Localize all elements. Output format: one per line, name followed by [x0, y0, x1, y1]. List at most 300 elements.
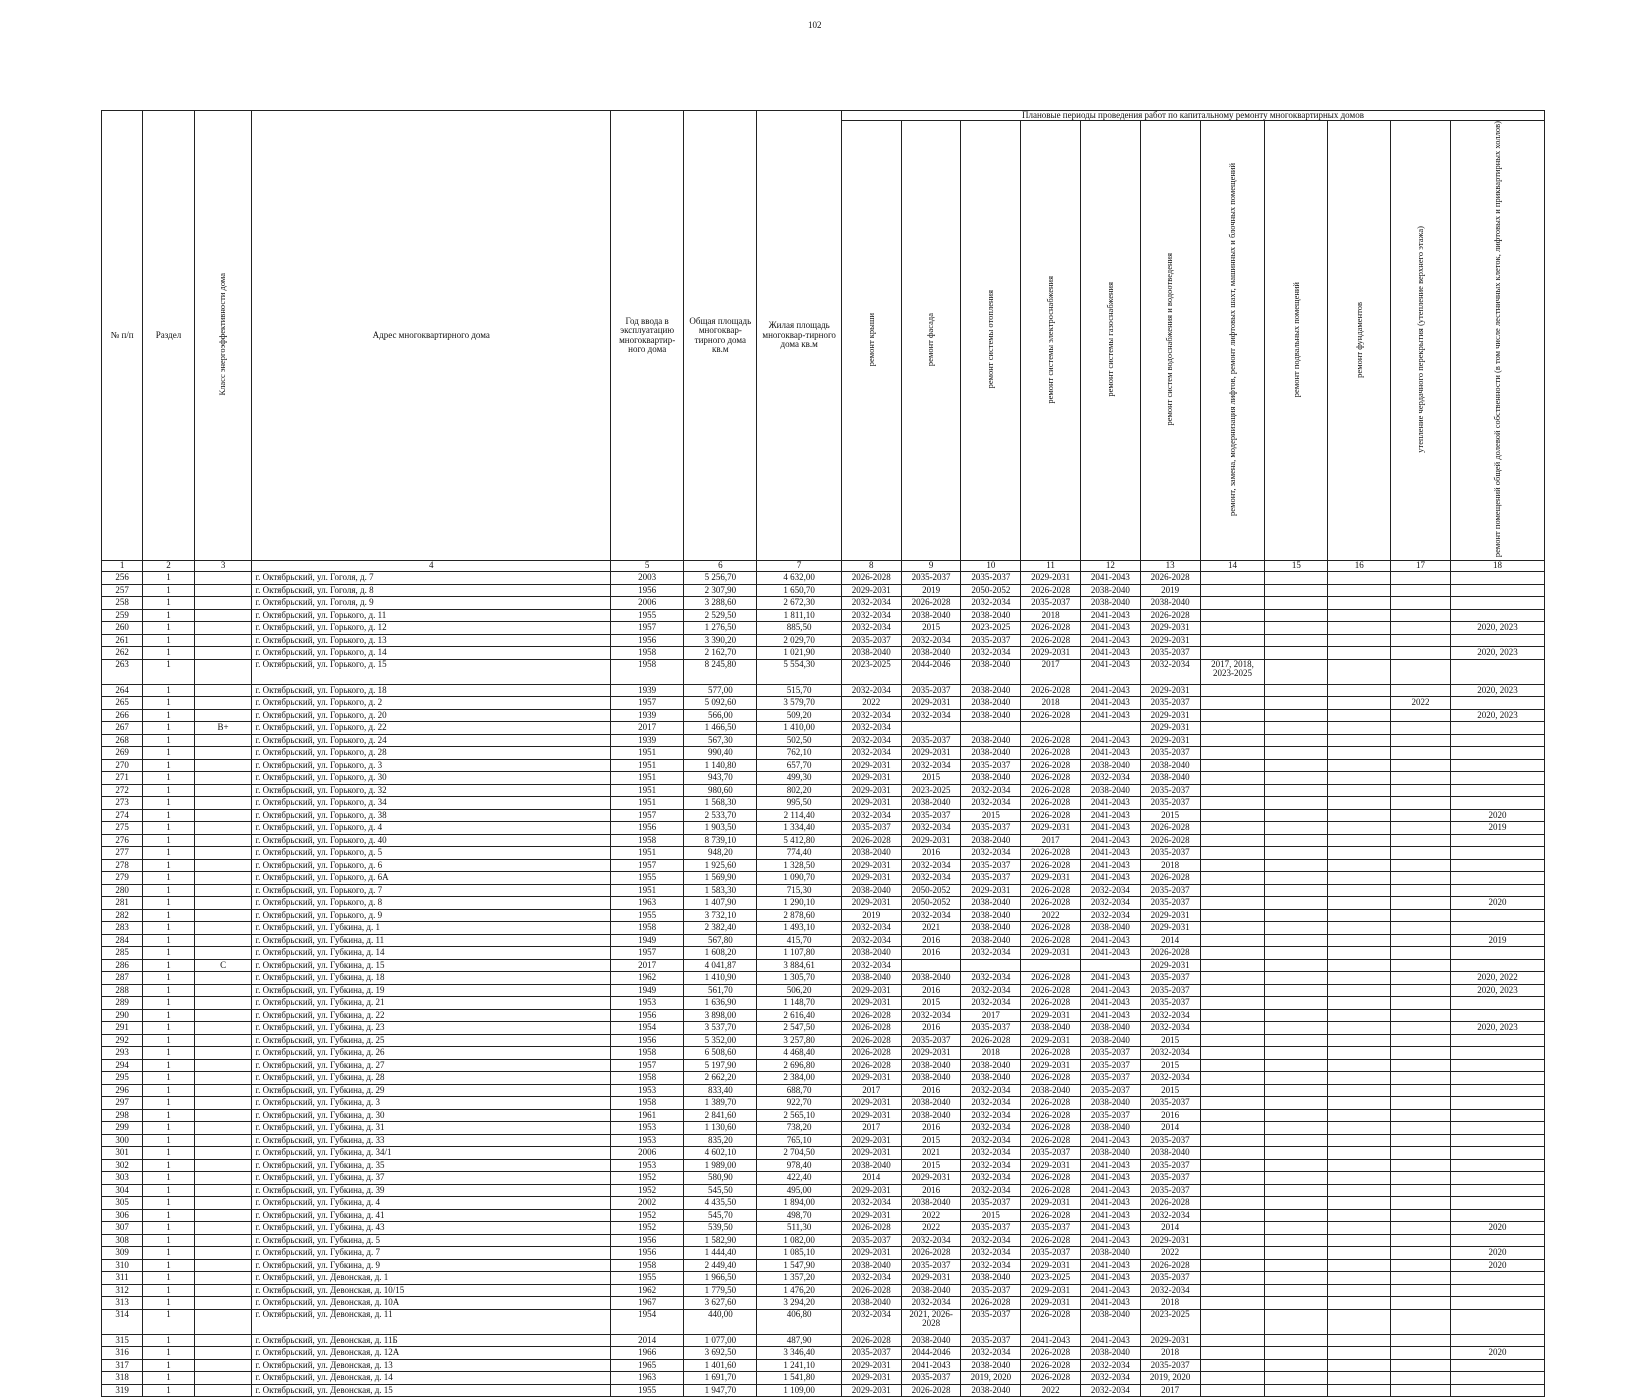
table-cell: 3 627,60 — [684, 1297, 757, 1310]
table-cell: 1958 — [611, 647, 684, 660]
table-cell — [1328, 772, 1391, 785]
table-cell: 2032-2034 — [961, 1084, 1021, 1097]
table-cell: 2029-2031 — [841, 997, 901, 1010]
table-cell: 1951 — [611, 759, 684, 772]
table-cell: 2018 — [1140, 859, 1200, 872]
table-cell — [1328, 784, 1391, 797]
table-row — [102, 909, 1545, 922]
table-cell — [194, 1072, 252, 1085]
table-cell: 657,70 — [757, 759, 842, 772]
table-cell: 302 — [102, 1159, 143, 1172]
table-cell: 262 — [102, 647, 143, 660]
table-cell: 2016 — [901, 1084, 961, 1097]
table-cell: 2026-2028 — [841, 1059, 901, 1072]
table-cell: 2014 — [841, 1172, 901, 1185]
table-cell: 2041-2043 — [1080, 934, 1140, 947]
table-cell: 283 — [102, 922, 143, 935]
table-cell: 2035-2037 — [901, 572, 961, 585]
table-row — [102, 997, 1545, 1010]
table-cell — [1391, 922, 1451, 935]
table-cell — [1200, 759, 1265, 772]
address-cell: г. Октябрьский, ул. Горького, д. 11 — [252, 609, 611, 622]
table-cell: 1958 — [611, 1072, 684, 1085]
table-row — [102, 984, 1545, 997]
table-row — [102, 1022, 1545, 1035]
table-row — [102, 872, 1545, 885]
table-cell: 2038-2040 — [1080, 597, 1140, 610]
table-cell — [1200, 1072, 1265, 1085]
table-cell: 2035-2037 — [1080, 1047, 1140, 1060]
table-cell: 2038-2040 — [961, 897, 1021, 910]
table-cell: 2041-2043 — [1080, 1134, 1140, 1147]
table-cell: 1 — [143, 1134, 195, 1147]
table-cell — [1450, 909, 1544, 922]
table-cell: 1952 — [611, 1209, 684, 1222]
table-cell: 2020 — [1450, 1347, 1544, 1360]
table-cell — [1328, 1259, 1391, 1272]
table-cell — [1391, 1172, 1451, 1185]
table-cell — [1391, 797, 1451, 810]
table-cell — [194, 697, 252, 710]
table-cell: 2032-2034 — [961, 997, 1021, 1010]
table-cell: 2017 — [1021, 659, 1081, 684]
address-cell: г. Октябрьский, ул. Губкина, д. 28 — [252, 1072, 611, 1085]
table-cell: 2006 — [611, 597, 684, 610]
table-cell — [1450, 1034, 1544, 1047]
table-cell — [1200, 1109, 1265, 1122]
table-cell — [194, 772, 252, 785]
table-cell — [961, 722, 1021, 735]
address-cell: г. Октябрьский, ул. Губкина, д. 26 — [252, 1047, 611, 1060]
table-cell: 2041-2043 — [1080, 984, 1140, 997]
table-cell — [194, 597, 252, 610]
table-cell: 5 352,00 — [684, 1034, 757, 1047]
table-cell — [1265, 747, 1328, 760]
table-cell — [194, 1172, 252, 1185]
table-cell: 1958 — [611, 1047, 684, 1060]
table-cell: 2041-2043 — [1080, 859, 1140, 872]
table-cell: 2041-2043 — [1080, 1272, 1140, 1285]
table-cell: 2026-2028 — [1021, 772, 1081, 785]
table-cell: 2032-2034 — [961, 1134, 1021, 1147]
table-row — [102, 572, 1545, 585]
table-cell: 2 114,40 — [757, 809, 842, 822]
table-cell — [1200, 959, 1265, 972]
table-cell: 2032-2034 — [841, 747, 901, 760]
table-cell: 265 — [102, 697, 143, 710]
table-cell: 2006 — [611, 1147, 684, 1160]
table-cell — [1200, 584, 1265, 597]
table-cell — [1265, 709, 1328, 722]
table-cell: 2029-2031 — [841, 1134, 901, 1147]
table-cell: 1 — [143, 1372, 195, 1385]
table-cell: 1949 — [611, 934, 684, 947]
table-cell — [1021, 959, 1081, 972]
table-cell — [1200, 1059, 1265, 1072]
table-cell — [194, 1347, 252, 1360]
table-cell — [1391, 909, 1451, 922]
table-cell — [1450, 834, 1544, 847]
table-cell — [1265, 572, 1328, 585]
table-cell: 2038-2040 — [961, 609, 1021, 622]
table-cell: 8 245,80 — [684, 659, 757, 684]
table-cell: 2016 — [901, 934, 961, 947]
table-cell — [1265, 1034, 1328, 1047]
table-cell: 2038-2040 — [961, 834, 1021, 847]
table-cell — [1265, 634, 1328, 647]
address-cell: г. Октябрьский, ул. Горького, д. 2 — [252, 697, 611, 710]
table-cell: 2021 — [901, 1147, 961, 1160]
address-cell: г. Октябрьский, ул. Губкина, д. 1 — [252, 922, 611, 935]
table-cell — [1328, 1159, 1391, 1172]
table-cell: 1 — [143, 897, 195, 910]
table-cell — [1450, 722, 1544, 735]
table-body — [102, 572, 1545, 1397]
column-number: 12 — [1080, 561, 1140, 572]
table-cell: 1 109,00 — [757, 1384, 842, 1397]
table-cell — [1328, 1297, 1391, 1310]
table-cell — [194, 1147, 252, 1160]
table-cell: 2041-2043 — [1080, 684, 1140, 697]
col-energy-class-header: Класс энергоэффективности дома — [194, 111, 252, 561]
address-cell: г. Октябрьский, ул. Губкина, д. 34/1 — [252, 1147, 611, 1160]
table-cell: 1 — [143, 1009, 195, 1022]
table-cell: 922,70 — [757, 1097, 842, 1110]
table-cell: 2050-2052 — [901, 897, 961, 910]
table-cell: 2015 — [901, 622, 961, 635]
table-cell — [1328, 709, 1391, 722]
table-cell: 1 389,70 — [684, 1097, 757, 1110]
table-cell: 1953 — [611, 1159, 684, 1172]
table-cell: 272 — [102, 784, 143, 797]
table-cell: 2029-2031 — [901, 1172, 961, 1185]
table-cell — [1450, 1184, 1544, 1197]
address-cell: г. Октябрьский, ул. Горького, д. 15 — [252, 659, 611, 684]
table-cell — [1200, 847, 1265, 860]
table-cell: 1 — [143, 1072, 195, 1085]
table-cell: 303 — [102, 1172, 143, 1185]
table-row — [102, 934, 1545, 947]
table-cell — [1200, 1284, 1265, 1297]
table-cell: 1957 — [611, 947, 684, 960]
table-cell: 2026-2028 — [901, 1247, 961, 1260]
table-cell: 2029-2031 — [1021, 1297, 1081, 1310]
table-cell: 2035-2037 — [961, 1197, 1021, 1210]
table-row — [102, 1197, 1545, 1210]
table-cell: 2035-2037 — [961, 1284, 1021, 1297]
table-cell: 2041-2043 — [1080, 1297, 1140, 1310]
table-cell: 1952 — [611, 1222, 684, 1235]
address-cell: г. Октябрьский, ул. Горького, д. 24 — [252, 734, 611, 747]
table-cell: 2035-2037 — [1080, 1059, 1140, 1072]
table-cell — [1328, 1097, 1391, 1110]
table-cell — [194, 1284, 252, 1297]
table-cell — [1328, 659, 1391, 684]
table-cell: 2041-2043 — [1080, 1172, 1140, 1185]
table-cell: 309 — [102, 1247, 143, 1260]
table-cell: 1 — [143, 1284, 195, 1297]
table-cell — [1391, 847, 1451, 860]
column-numbers-row — [102, 561, 1545, 572]
table-cell — [1391, 1047, 1451, 1060]
table-cell: 1 903,50 — [684, 822, 757, 835]
table-cell — [1391, 1309, 1451, 1334]
table-cell — [1200, 684, 1265, 697]
table-cell: 2018 — [1140, 1347, 1200, 1360]
table-cell — [1391, 622, 1451, 635]
table-cell: 1 947,70 — [684, 1384, 757, 1397]
table-cell: 2038-2040 — [901, 797, 961, 810]
table-cell — [1391, 597, 1451, 610]
table-cell — [1265, 1334, 1328, 1347]
table-cell: 2038-2040 — [841, 1159, 901, 1172]
table-cell: 1 493,10 — [757, 922, 842, 935]
table-cell: 2035-2037 — [1140, 697, 1200, 710]
table-cell: 2041-2043 — [1080, 634, 1140, 647]
table-cell — [1450, 1047, 1544, 1060]
table-cell: 281 — [102, 897, 143, 910]
table-cell: 2026-2028 — [1140, 572, 1200, 585]
table-cell: 2032-2034 — [841, 609, 901, 622]
table-cell: 2026-2028 — [1140, 834, 1200, 847]
address-cell: г. Октябрьский, ул. Губкина, д. 18 — [252, 972, 611, 985]
table-cell: 2035-2037 — [961, 859, 1021, 872]
table-row — [102, 947, 1545, 960]
table-row — [102, 1297, 1545, 1310]
table-cell: 268 — [102, 734, 143, 747]
table-cell: 495,00 — [757, 1184, 842, 1197]
table-cell: 316 — [102, 1347, 143, 1360]
table-cell — [1080, 722, 1140, 735]
table-cell — [194, 847, 252, 860]
table-cell — [1391, 1222, 1451, 1235]
table-cell: 278 — [102, 859, 143, 872]
address-cell: г. Октябрьский, ул. Девонская, д. 14 — [252, 1372, 611, 1385]
table-cell — [194, 572, 252, 585]
table-cell: 1963 — [611, 1372, 684, 1385]
table-cell: 2026-2028 — [1140, 872, 1200, 885]
table-cell — [1265, 947, 1328, 960]
table-cell: 1 444,40 — [684, 1247, 757, 1260]
table-cell — [194, 759, 252, 772]
table-cell: 2019 — [1450, 822, 1544, 835]
table-cell — [194, 1359, 252, 1372]
table-cell: В+ — [194, 722, 252, 735]
table-cell: 2032-2034 — [841, 922, 901, 935]
table-cell: 2032-2034 — [1140, 1047, 1200, 1060]
table-cell: 2035-2037 — [1140, 1272, 1200, 1285]
col-year-header: Год ввода в эксплуатацию многоквартир-ного дома — [611, 111, 684, 561]
table-cell — [1265, 822, 1328, 835]
table-cell: 1957 — [611, 809, 684, 822]
table-cell — [1265, 622, 1328, 635]
table-cell: 1 — [143, 1222, 195, 1235]
table-cell — [1328, 797, 1391, 810]
table-cell: 2032-2034 — [1080, 1372, 1140, 1385]
table-cell — [1021, 722, 1081, 735]
table-cell — [1328, 1047, 1391, 1060]
table-cell: 567,30 — [684, 734, 757, 747]
col-facade-header: ремонт фасада — [901, 121, 961, 561]
table-cell: 2 662,20 — [684, 1072, 757, 1085]
table-cell: 2026-2028 — [1021, 1209, 1081, 1222]
table-cell: 1 466,50 — [684, 722, 757, 735]
table-cell — [194, 1222, 252, 1235]
table-cell: 2015 — [961, 1209, 1021, 1222]
table-cell: 2035-2037 — [841, 822, 901, 835]
table-cell: 2026-2028 — [1140, 1197, 1200, 1210]
table-cell — [1200, 872, 1265, 885]
table-row — [102, 797, 1545, 810]
table-cell — [961, 959, 1021, 972]
table-cell: 1 — [143, 1197, 195, 1210]
table-cell: 2038-2040 — [1140, 597, 1200, 610]
table-cell — [1200, 1084, 1265, 1097]
table-cell: 2026-2028 — [1021, 797, 1081, 810]
table-cell — [1200, 897, 1265, 910]
table-cell: 1951 — [611, 847, 684, 860]
table-cell: 2038-2040 — [901, 647, 961, 660]
table-cell: 2029-2031 — [901, 697, 961, 710]
table-cell: 2029-2031 — [901, 834, 961, 847]
address-cell: г. Октябрьский, ул. Губкина, д. 41 — [252, 1209, 611, 1222]
table-cell — [1200, 984, 1265, 997]
table-cell: 2032-2034 — [1080, 897, 1140, 910]
table-cell — [1391, 822, 1451, 835]
table-cell: 2029-2031 — [841, 1384, 901, 1397]
table-cell — [1391, 984, 1451, 997]
table-row — [102, 597, 1545, 610]
table-cell: 506,20 — [757, 984, 842, 997]
table-cell: 2032-2034 — [961, 1147, 1021, 1160]
table-cell — [194, 1372, 252, 1385]
table-cell: 2050-2052 — [901, 884, 961, 897]
table-cell: 2038-2040 — [841, 647, 901, 660]
table-cell: 2026-2028 — [841, 1009, 901, 1022]
table-cell: 260 — [102, 622, 143, 635]
table-row — [102, 772, 1545, 785]
address-cell: г. Октябрьский, ул. Девонская, д. 11 — [252, 1309, 611, 1334]
table-cell: 1955 — [611, 1384, 684, 1397]
table-cell — [1265, 1234, 1328, 1247]
table-cell — [1200, 609, 1265, 622]
table-cell: 2032-2034 — [841, 622, 901, 635]
table-cell: 2022 — [841, 697, 901, 710]
table-cell — [1328, 1109, 1391, 1122]
table-cell — [1200, 1372, 1265, 1385]
table-cell: 1 811,10 — [757, 609, 842, 622]
table-cell — [1450, 1272, 1544, 1285]
table-row — [102, 1284, 1545, 1297]
table-cell — [1328, 1359, 1391, 1372]
col-total-area-header: Общая площадь многоквар-тирного дома кв.м — [684, 111, 757, 561]
table-cell: 2035-2037 — [901, 684, 961, 697]
table-cell — [1450, 959, 1544, 972]
table-cell: 5 412,80 — [757, 834, 842, 847]
table-cell — [194, 784, 252, 797]
table-row — [102, 884, 1545, 897]
table-cell: 2035-2037 — [961, 759, 1021, 772]
address-cell: г. Октябрьский, ул. Губкина, д. 22 — [252, 1009, 611, 1022]
table-cell: 1957 — [611, 622, 684, 635]
table-cell: 2019, 2020 — [961, 1372, 1021, 1385]
table-cell: 2029-2031 — [1021, 1159, 1081, 1172]
table-row — [102, 709, 1545, 722]
table-cell: 1953 — [611, 997, 684, 1010]
table-cell: 1 925,60 — [684, 859, 757, 872]
table-cell: 2020, 2023 — [1450, 984, 1544, 997]
table-cell — [194, 1272, 252, 1285]
table-cell: 2041-2043 — [1080, 659, 1140, 684]
table-cell: 2041-2043 — [1080, 622, 1140, 635]
table-cell: 2018 — [1021, 697, 1081, 710]
table-cell: 257 — [102, 584, 143, 597]
table-cell — [1450, 947, 1544, 960]
address-cell: г. Октябрьский, ул. Горького, д. 6 — [252, 859, 611, 872]
table-cell — [1200, 797, 1265, 810]
table-cell: 1 — [143, 1097, 195, 1110]
table-cell — [1265, 1172, 1328, 1185]
table-cell — [194, 1334, 252, 1347]
address-cell: г. Октябрьский, ул. Гоголя, д. 8 — [252, 584, 611, 597]
table-row — [102, 1034, 1545, 1047]
table-cell: 1955 — [611, 1272, 684, 1285]
table-row — [102, 747, 1545, 760]
table-cell: 2035-2037 — [1140, 884, 1200, 897]
table-cell: 2035-2037 — [1080, 1109, 1140, 1122]
table-cell: 2029-2031 — [1021, 1059, 1081, 1072]
table-cell: 1 — [143, 1159, 195, 1172]
table-cell — [194, 1122, 252, 1135]
table-row — [102, 847, 1545, 860]
table-cell: 2029-2031 — [1140, 634, 1200, 647]
table-cell — [1328, 934, 1391, 947]
table-cell: 2038-2040 — [1140, 759, 1200, 772]
table-cell — [194, 647, 252, 660]
table-cell: 1958 — [611, 1097, 684, 1110]
table-cell — [1328, 947, 1391, 960]
table-cell: 2019 — [1140, 584, 1200, 597]
table-cell: 2038-2040 — [961, 909, 1021, 922]
table-cell — [194, 622, 252, 635]
table-cell — [1450, 1084, 1544, 1097]
table-cell: 2032-2034 — [1080, 772, 1140, 785]
table-cell: 2035-2037 — [1140, 1172, 1200, 1185]
table-cell: 2023-2025 — [1021, 1272, 1081, 1285]
table-cell — [1265, 1359, 1328, 1372]
table-row — [102, 1372, 1545, 1385]
table-cell — [1391, 959, 1451, 972]
table-cell — [1450, 572, 1544, 585]
column-number: 1 — [102, 561, 143, 572]
table-cell: 299 — [102, 1122, 143, 1135]
table-row — [102, 959, 1545, 972]
table-cell — [1328, 809, 1391, 822]
table-cell — [194, 934, 252, 947]
table-cell — [1200, 634, 1265, 647]
table-cell — [1200, 647, 1265, 660]
table-row — [102, 1209, 1545, 1222]
table-cell: 1 — [143, 1147, 195, 1160]
table-cell — [194, 922, 252, 935]
table-row — [102, 1334, 1545, 1347]
table-cell — [1328, 1309, 1391, 1334]
table-cell: 2002 — [611, 1197, 684, 1210]
table-cell: 2017 — [961, 1009, 1021, 1022]
table-cell: 539,50 — [684, 1222, 757, 1235]
table-cell — [1328, 1209, 1391, 1222]
column-number: 17 — [1391, 561, 1451, 572]
